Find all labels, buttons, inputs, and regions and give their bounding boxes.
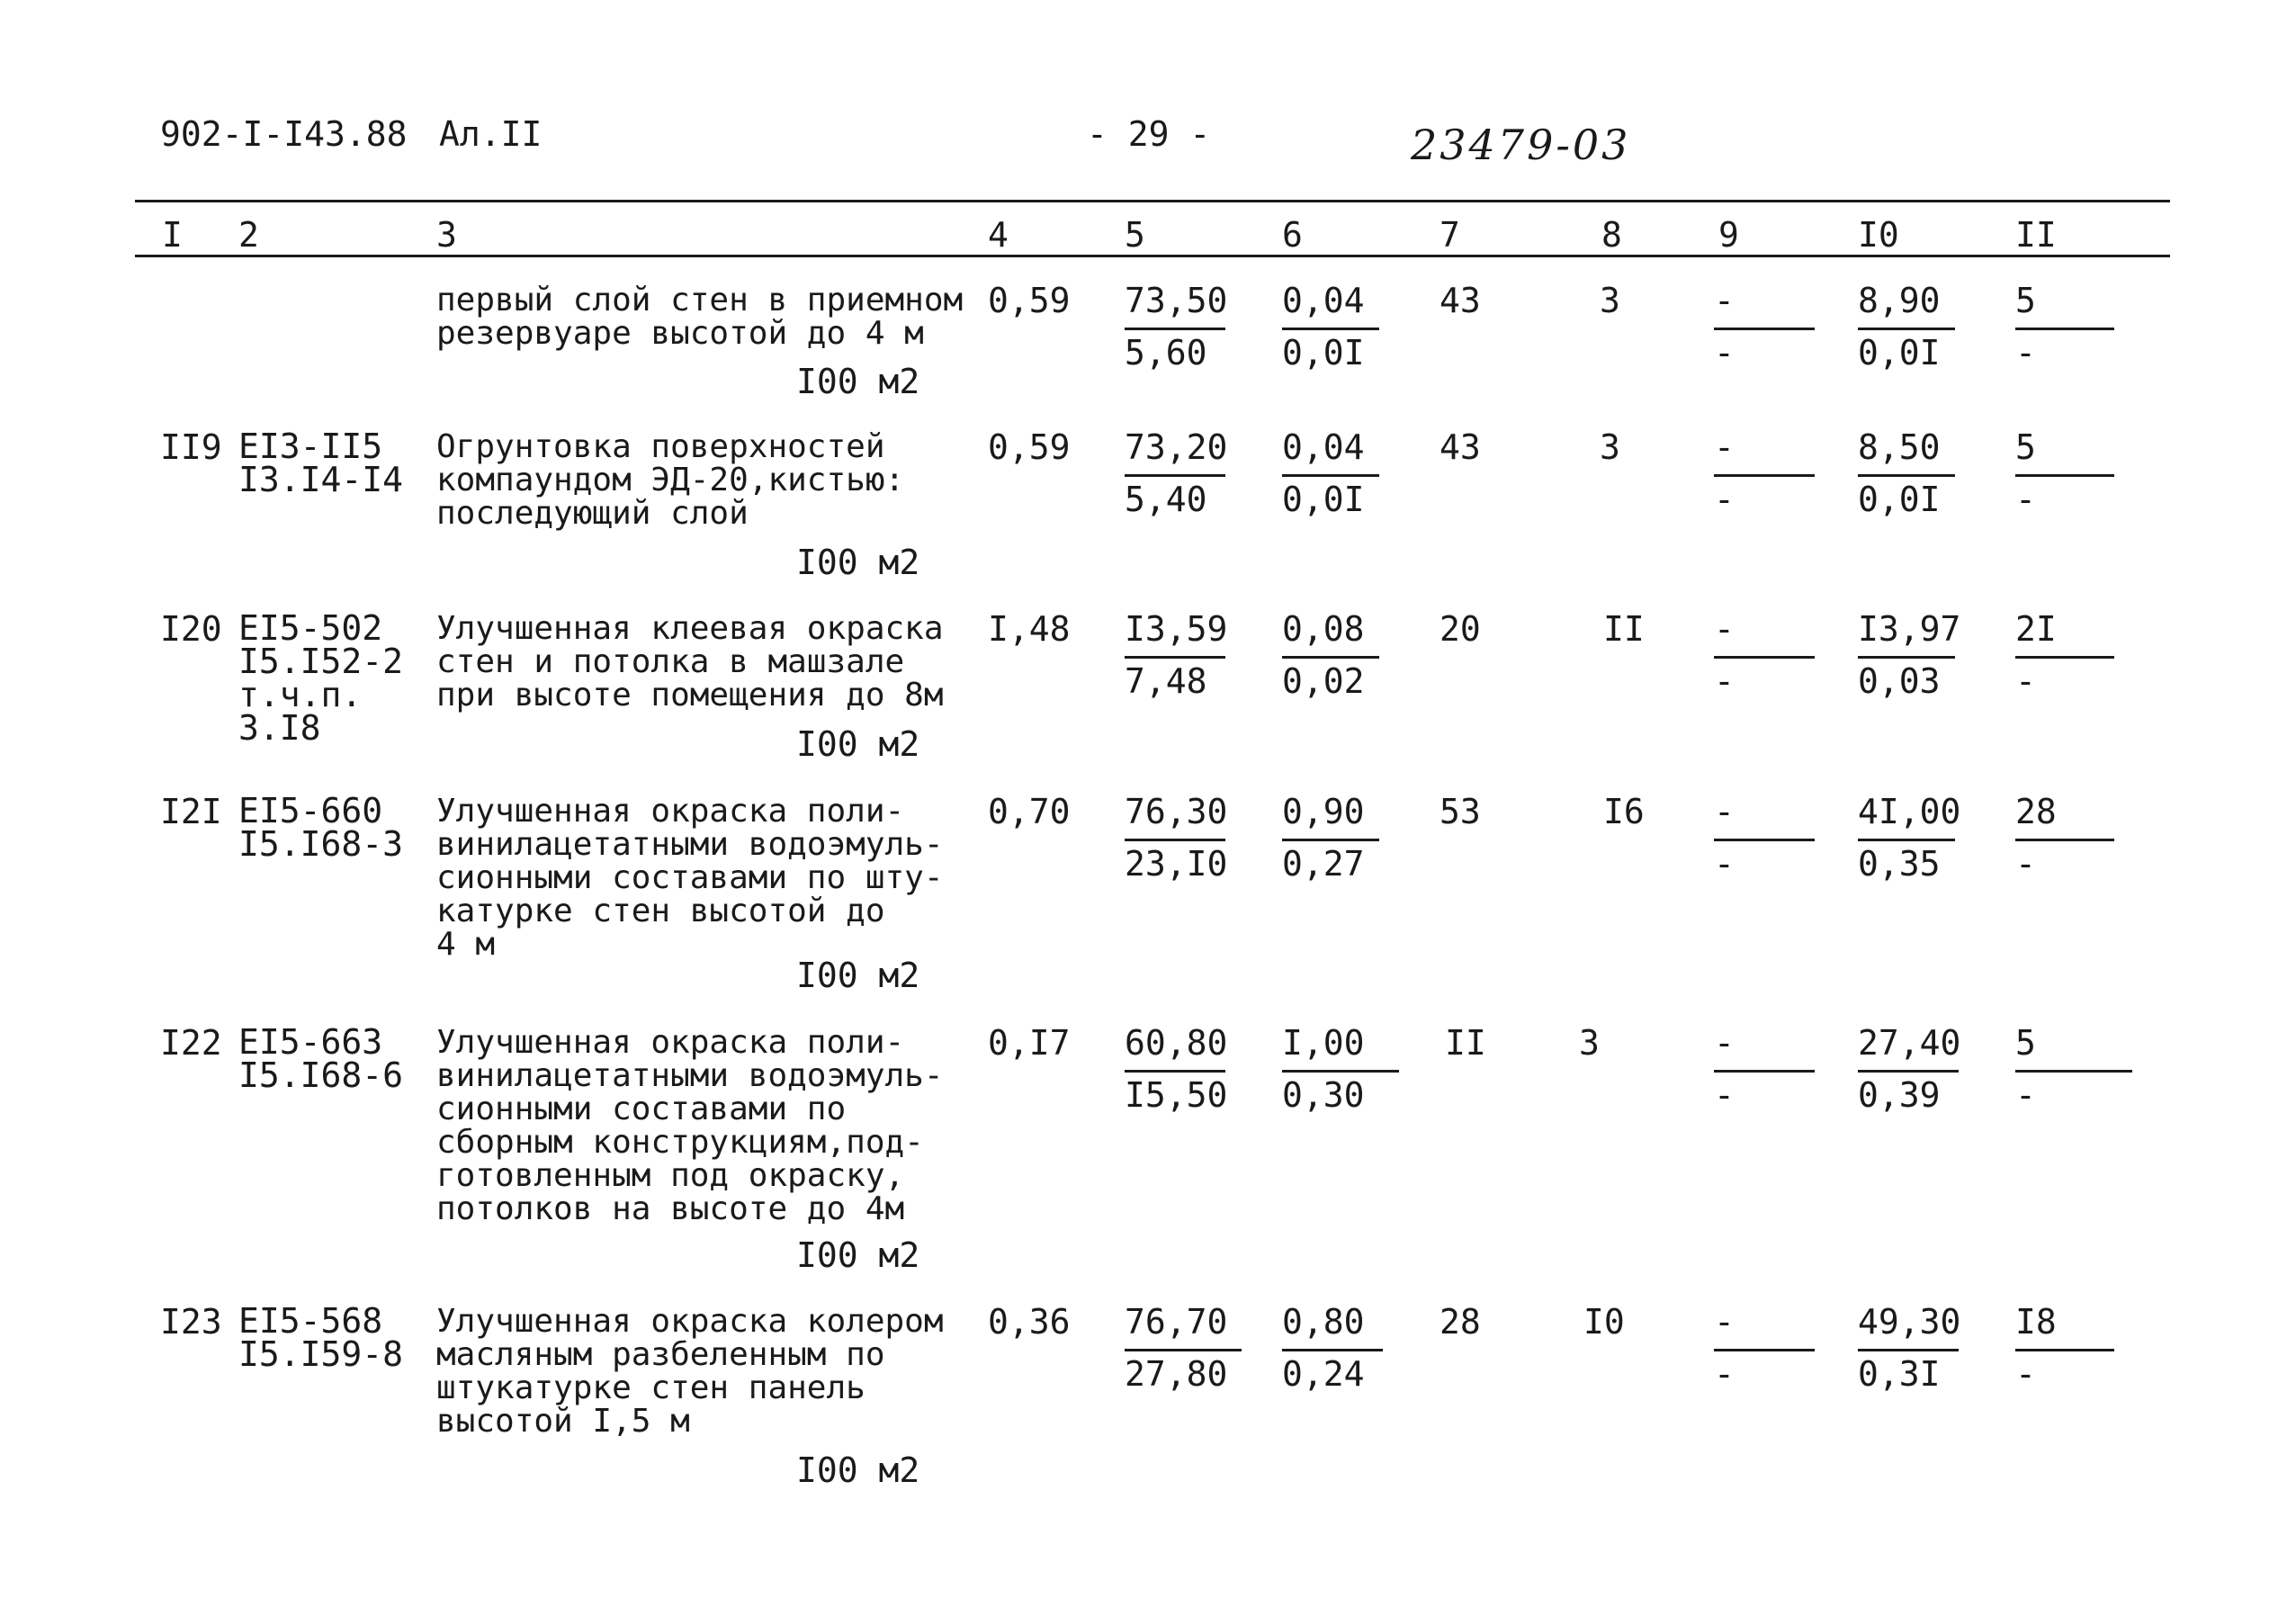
col5-bottom: I5,50 [1125,1075,1228,1115]
column-header: 9 [1718,215,1739,255]
col5-bottom: 23,I0 [1125,844,1228,884]
col6-bottom: 0,0I [1282,480,1365,519]
col10-top: 4I,00 [1858,792,1961,831]
fraction-bar [1714,474,1815,477]
col11-top: I8 [2015,1302,2057,1342]
fraction-bar [1125,328,1225,330]
col4-value: 0,70 [988,792,1071,831]
fraction-bar [1282,1349,1383,1351]
column-header: I [162,215,183,255]
col10-bottom: 0,39 [1858,1075,1941,1115]
column-header: 7 [1439,215,1460,255]
album-label: Ал.II [439,114,543,154]
norm-code: EI5-660 I5.I68-3 [238,791,404,864]
norm-code: EI3-II5 I3.I4-I4 [238,426,404,499]
col4-value: 0,I7 [988,1023,1071,1063]
fraction-bar [1125,656,1225,659]
row-number: I23 [160,1302,222,1342]
document-code: 902-I-I43.88 [160,114,408,154]
col7-value: 53 [1439,792,1481,831]
unit-label: I00 м2 [796,1235,920,1275]
work-description: Огрунтовка поверхностей компаундом ЭД-20,кистью: последующий слой [436,428,905,532]
col11-bottom: - [2015,1354,2036,1394]
col6-top: 0,08 [1282,609,1365,649]
col9-top: - [1714,427,1735,467]
col6-top: 0,04 [1282,281,1365,320]
col10-top: 8,90 [1858,281,1941,320]
col5-top: 60,80 [1125,1023,1228,1063]
col7-value: 43 [1439,281,1481,320]
fraction-bar [2015,474,2114,477]
fraction-bar [1282,328,1379,330]
fraction-bar [1714,328,1815,330]
col11-bottom: - [2015,480,2036,519]
norm-code: EI5-502 I5.I52-2 т.ч.п. 3.I8 [238,608,404,748]
norm-code: EI5-568 I5.I59-8 [238,1301,404,1374]
work-description: Улучшенная окраска колером масляным разбеленным по штукатурке стен панель высотой I,5 м [436,1303,944,1440]
fraction-bar [1858,1349,1959,1351]
col10-top: I3,97 [1858,609,1961,649]
work-description: Улучшенная клеевая окраска стен и потолка в машзале при высоте помещения до 8м [436,610,944,714]
work-description: первый слой стен в приемном резервуаре высотой до 4 м [436,282,964,352]
col5-bottom: 5,40 [1125,480,1207,519]
col9-top: - [1714,281,1735,320]
fraction-bar [1714,839,1815,841]
col11-bottom: - [2015,661,2036,701]
col11-top: 28 [2015,792,2057,831]
col6-bottom: 0,27 [1282,844,1365,884]
unit-label: I00 м2 [796,724,920,764]
column-header: II [2015,215,2057,255]
handwritten-number: 23479-03 [1411,121,1631,169]
col10-bottom: 0,03 [1858,661,1941,701]
col6-bottom: 0,0I [1282,333,1365,373]
col5-top: 76,30 [1125,792,1228,831]
fraction-bar [1858,474,1955,477]
col6-top: 0,80 [1282,1302,1365,1342]
column-header: 3 [436,215,457,255]
row-number: I20 [160,609,222,649]
unit-label: I00 м2 [796,956,920,995]
col9-top: - [1714,609,1735,649]
fraction-bar [1282,656,1379,659]
fraction-bar [1282,839,1379,841]
col7-value: 28 [1439,1302,1481,1342]
col4-value: 0,59 [988,281,1071,320]
col5-bottom: 27,80 [1125,1354,1228,1394]
column-header: 2 [238,215,259,255]
fraction-bar [2015,1070,2132,1073]
col5-top: 76,70 [1125,1302,1228,1342]
col9-bottom: - [1714,333,1735,373]
column-header: 6 [1282,215,1303,255]
fraction-bar [1858,839,1955,841]
column-header: 5 [1125,215,1145,255]
col11-top: 5 [2015,427,2036,467]
col10-top: 27,40 [1858,1023,1961,1063]
fraction-bar [1125,1349,1242,1351]
col10-top: 8,50 [1858,427,1941,467]
unit-label: I00 м2 [796,1450,920,1490]
col5-top: I3,59 [1125,609,1228,649]
fraction-bar [1714,656,1815,659]
col9-top: - [1714,1023,1735,1063]
col10-bottom: 0,35 [1858,844,1941,884]
column-header: I0 [1858,215,1899,255]
col8-value: 3 [1600,281,1620,320]
fraction-bar [1858,1070,1959,1073]
col11-top: 2I [2015,609,2057,649]
col8-value: I0 [1583,1302,1625,1342]
col9-bottom: - [1714,661,1735,701]
col6-top: I,00 [1282,1023,1365,1063]
col10-bottom: 0,0I [1858,480,1941,519]
page-number: - 29 - [1087,114,1211,154]
col5-top: 73,20 [1125,427,1228,467]
col10-top: 49,30 [1858,1302,1961,1342]
col9-top: - [1714,1302,1735,1342]
fraction-bar [2015,1349,2114,1351]
row-number: II9 [160,427,222,467]
col6-bottom: 0,30 [1282,1075,1365,1115]
col9-top: - [1714,792,1735,831]
col11-bottom: - [2015,844,2036,884]
unit-label: I00 м2 [796,543,920,582]
column-header: 8 [1601,215,1622,255]
fraction-bar [2015,656,2114,659]
norm-code: EI5-663 I5.I68-6 [238,1022,404,1095]
col6-bottom: 0,24 [1282,1354,1365,1394]
row-number: I22 [160,1023,222,1063]
header-bottom-rule [135,255,2170,257]
fraction-bar [1125,1070,1225,1073]
col8-value: 3 [1579,1023,1600,1063]
col11-top: 5 [2015,281,2036,320]
col5-bottom: 7,48 [1125,661,1207,701]
fraction-bar [1282,1070,1399,1073]
work-description: Улучшенная окраска поли- винилацетатными водоэмуль- сионными составами по шту- катурке стен высотой до 4 м [436,793,944,963]
col8-value: 3 [1600,427,1620,467]
col5-bottom: 5,60 [1125,333,1207,373]
col4-value: 0,36 [988,1302,1071,1342]
fraction-bar [2015,839,2114,841]
column-header: 4 [988,215,1009,255]
col11-bottom: - [2015,1075,2036,1115]
col6-top: 0,04 [1282,427,1365,467]
fraction-bar [1858,328,1955,330]
col10-bottom: 0,0I [1858,333,1941,373]
work-description: Улучшенная окраска поли- винилацетатными водоэмуль- сионными составами по сборным конструкциям,под- готовленным под окраску, потолков на высоте до 4м [436,1024,944,1227]
col10-bottom: 0,3I [1858,1354,1941,1394]
fraction-bar [1282,474,1379,477]
col7-value: II [1445,1023,1486,1063]
col8-value: I6 [1603,792,1645,831]
col7-value: 20 [1439,609,1481,649]
col5-top: 73,50 [1125,281,1228,320]
unit-label: I00 м2 [796,362,920,401]
col4-value: I,48 [988,609,1071,649]
col9-bottom: - [1714,844,1735,884]
fraction-bar [2015,328,2114,330]
col8-value: II [1603,609,1645,649]
col6-bottom: 0,02 [1282,661,1365,701]
fraction-bar [1858,656,1955,659]
table-top-rule [135,200,2170,202]
fraction-bar [1714,1070,1815,1073]
col11-top: 5 [2015,1023,2036,1063]
col9-bottom: - [1714,1075,1735,1115]
col7-value: 43 [1439,427,1481,467]
col11-bottom: - [2015,333,2036,373]
fraction-bar [1714,1349,1815,1351]
fraction-bar [1125,839,1225,841]
col9-bottom: - [1714,1354,1735,1394]
fraction-bar [1125,474,1225,477]
col9-bottom: - [1714,480,1735,519]
col6-top: 0,90 [1282,792,1365,831]
col4-value: 0,59 [988,427,1071,467]
row-number: I2I [160,792,222,831]
